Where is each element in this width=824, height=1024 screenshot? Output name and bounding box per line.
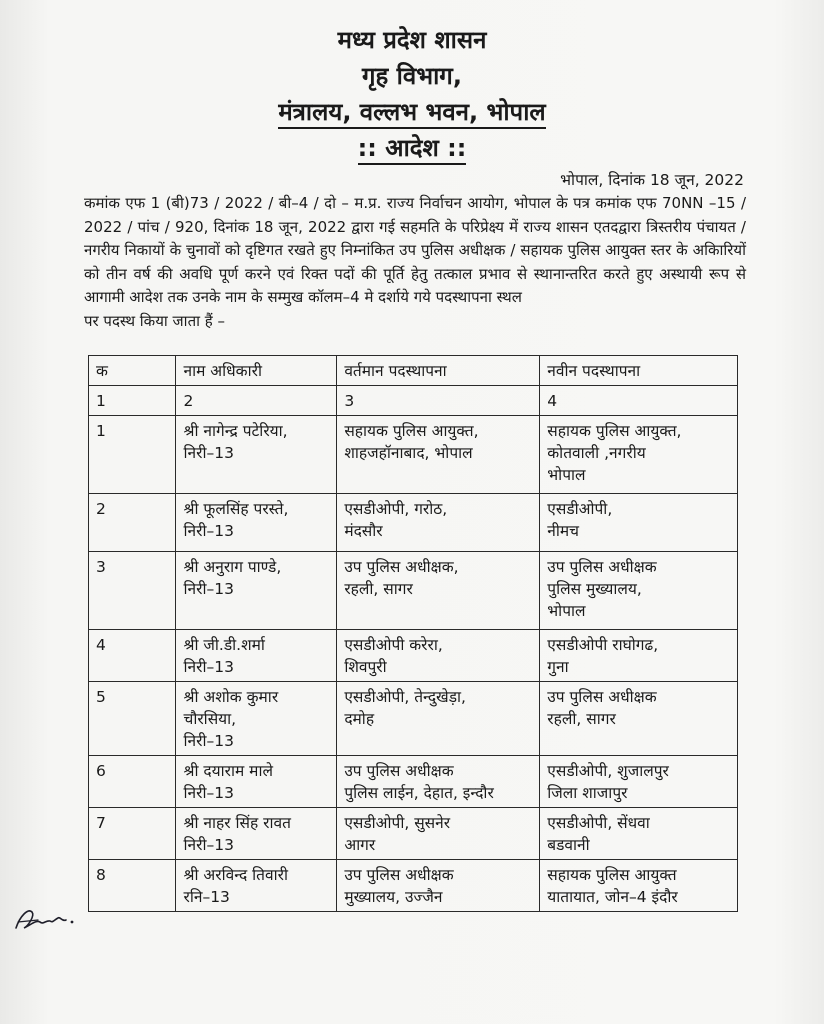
serial-number: 5 — [89, 682, 176, 756]
table-row — [89, 860, 738, 912]
officer-name: श्री फूलसिंह परस्ते, निरी–13 — [176, 494, 337, 552]
current-posting: एसडीओपी करेरा, शिवपुरी — [337, 630, 540, 682]
table-row — [89, 808, 738, 860]
column-number: 4 — [540, 386, 738, 416]
officer-name: श्री अनुराग पाण्डे, निरी–13 — [176, 552, 337, 630]
officer-name: श्री दयाराम माले निरी–13 — [176, 756, 337, 808]
order-body — [84, 192, 746, 333]
new-posting: एसडीओपी, सेंधवा बडवानी — [540, 808, 738, 860]
column-number: 2 — [176, 386, 337, 416]
table-row — [89, 630, 738, 682]
header-current-posting: वर्तमान पदस्थापना — [337, 356, 540, 386]
current-posting: उप पुलिस अधीक्षक मुख्यालय, उज्जैन — [337, 860, 540, 912]
current-posting: एसडीओपी, तेन्दुखेड़ा, दमोह — [337, 682, 540, 756]
officer-name: श्री नाहर सिंह रावत निरी–13 — [176, 808, 337, 860]
serial-number: 8 — [89, 860, 176, 912]
table-header-row — [89, 356, 738, 386]
order-heading: :: आदेश :: — [0, 130, 824, 166]
current-posting: उप पुलिस अधीक्षक पुलिस लाईन, देहात, इन्दौर — [337, 756, 540, 808]
table-row — [89, 756, 738, 808]
officer-name: श्री जी.डी.शर्मा निरी–13 — [176, 630, 337, 682]
table-row — [89, 416, 738, 494]
new-posting: एसडीओपी, शुजालपुर जिला शाजापुर — [540, 756, 738, 808]
letterhead — [0, 22, 824, 166]
new-posting: एसडीओपी, नीमच — [540, 494, 738, 552]
serial-number: 2 — [89, 494, 176, 552]
header-officer-name: नाम अधिकारी — [176, 356, 337, 386]
new-posting: सहायक पुलिस आयुक्त, कोतवाली ,नगरीय भोपाल — [540, 416, 738, 494]
officer-name: श्री नागेन्द्र पटेरिया, निरी–13 — [176, 416, 337, 494]
current-posting: एसडीओपी, गरोठ, मंदसौर — [337, 494, 540, 552]
officer-name: श्री अशोक कुमार चौरसिया, निरी–13 — [176, 682, 337, 756]
current-posting: उप पुलिस अधीक्षक, रहली, सागर — [337, 552, 540, 630]
new-posting: सहायक पुलिस आयुक्त यातायात, जोन–4 इंदौर — [540, 860, 738, 912]
govt-name: मध्य प्रदेश शासन — [337, 26, 487, 54]
handwritten-signature — [10, 898, 80, 938]
office-address: मंत्रालय, वल्लभ भवन, भोपाल — [0, 94, 824, 130]
order-body-last-line: पर पदस्थ किया जाता हैं – — [84, 311, 226, 330]
department-name: गृह विभाग, — [362, 62, 462, 90]
date-line: भोपाल, दिनांक 18 जून, 2022 — [560, 171, 744, 189]
serial-number: 1 — [89, 416, 176, 494]
column-number: 1 — [89, 386, 176, 416]
new-posting: उप पुलिस अधीक्षक पुलिस मुख्यालय, भोपाल — [540, 552, 738, 630]
header-new-posting: नवीन पदस्थापना — [540, 356, 738, 386]
table-row — [89, 682, 738, 756]
header-serial: क — [89, 356, 176, 386]
serial-number: 7 — [89, 808, 176, 860]
current-posting: एसडीओपी, सुसनेर आगर — [337, 808, 540, 860]
serial-number: 3 — [89, 552, 176, 630]
new-posting: एसडीओपी राघोगढ, गुना — [540, 630, 738, 682]
officer-name: श्री अरविन्द तिवारी रनि–13 — [176, 860, 337, 912]
column-number-row — [89, 386, 738, 416]
new-posting: उप पुलिस अधीक्षक रहली, सागर — [540, 682, 738, 756]
table-row — [89, 494, 738, 552]
column-number: 3 — [337, 386, 540, 416]
table-row — [89, 552, 738, 630]
current-posting: सहायक पुलिस आयुक्त, शाहजहॉनाबाद, भोपाल — [337, 416, 540, 494]
transfer-table — [88, 355, 738, 912]
serial-number: 4 — [89, 630, 176, 682]
order-body-text: कमांक एफ 1 (बी)73 / 2022 / बी–4 / दो – म.प्र. राज्य निर्वाचन आयोग, भोपाल के पत्र कमांक एफ 70NN –15 / 2022 / पांच / 920, दिनांक 18 जून, 2022 द्वारा गई सहमति के परिप्रेक्ष्य में राज्य शासन एतदद्वारा त्रिस्तरीय पंचायत / नगरीय निकायों के चुनावों को दृष्टिगत रखते हुए निम्नांकित उप पुलिस अधीक्षक / सहायक पुलिस आयुक्त स्तर के अकिारियों को तीन वर्ष की अवधि पूर्ण करने एवं रिक्त पदों की पूर्ति हेतु तत्काल प्रभाव से स्थानान्तरित करते हुए अस्थायी रूप से आगामी आदेश तक उनके नाम के सम्मुख कॉलम–4 मे दर्शाये गये पदस्थापना स्थल — [84, 194, 746, 306]
serial-number: 6 — [89, 756, 176, 808]
